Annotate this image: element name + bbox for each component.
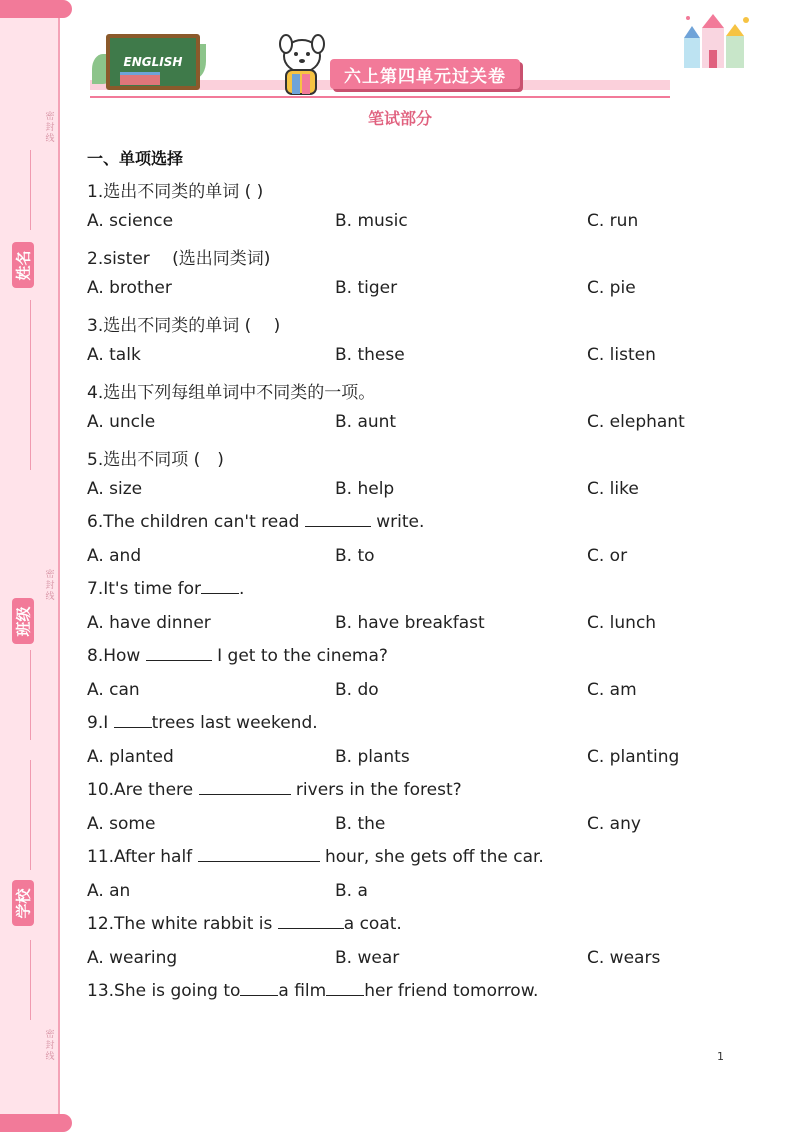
question-text: 11.After half <box>87 847 198 867</box>
section-title: 一、单项选择 <box>87 149 184 168</box>
seal-line <box>30 300 31 470</box>
option-a[interactable]: A. and <box>87 546 142 566</box>
question-text: 12.The white rabbit is <box>87 914 278 934</box>
option-a[interactable]: A. can <box>87 680 140 700</box>
seal-line <box>30 940 31 1020</box>
castle-icon <box>680 14 752 72</box>
question-text: 9.I <box>87 713 114 733</box>
question-5 <box>87 445 224 470</box>
seal-text: 密封线 <box>45 1030 55 1062</box>
question-text: I get to the cinema? <box>211 646 388 666</box>
written-part-subtitle: 笔试部分 <box>367 109 432 128</box>
answer-blank[interactable] <box>326 981 364 996</box>
option-a[interactable]: A. have dinner <box>87 613 211 633</box>
option-b[interactable]: B. a <box>335 881 368 901</box>
option-b[interactable]: B. have breakfast <box>335 613 485 633</box>
option-b[interactable]: B. tiger <box>335 278 398 298</box>
question-text: 6.The children can't read <box>87 512 305 532</box>
question-11 <box>87 847 544 867</box>
question-text: 13.She is going to <box>87 981 241 1001</box>
school-label: 学校 <box>12 880 34 926</box>
option-b[interactable]: B. the <box>335 814 386 834</box>
option-c[interactable]: C. like <box>587 479 639 499</box>
header-ribbon-line <box>90 96 670 98</box>
option-c[interactable]: C. listen <box>587 345 656 365</box>
option-a[interactable]: A. some <box>87 814 156 834</box>
question-text: . <box>239 579 245 599</box>
binding-cap-top <box>0 0 72 18</box>
seal-line <box>30 150 31 230</box>
question-13 <box>87 981 538 1001</box>
option-b[interactable]: B. these <box>335 345 405 365</box>
name-label: 姓名 <box>12 242 34 288</box>
option-b[interactable]: B. wear <box>335 948 400 968</box>
option-a[interactable]: A. science <box>87 211 174 231</box>
option-c[interactable]: C. lunch <box>587 613 657 633</box>
option-b[interactable]: B. plants <box>335 747 410 767</box>
page-header <box>86 14 766 104</box>
question-text: 5.选出不同项 ( ) <box>87 450 224 470</box>
answer-blank[interactable] <box>146 646 212 661</box>
answer-blank[interactable] <box>114 713 152 728</box>
option-c[interactable]: C. pie <box>587 278 636 298</box>
question-text: trees last weekend. <box>151 713 318 733</box>
option-a[interactable]: A. an <box>87 881 131 901</box>
option-a[interactable]: A. planted <box>87 747 174 767</box>
seal-text: 密封线 <box>45 112 55 144</box>
class-label: 班级 <box>12 598 34 644</box>
option-a[interactable]: A. talk <box>87 345 141 365</box>
answer-blank[interactable] <box>278 914 344 929</box>
option-c[interactable]: C. am <box>587 680 637 700</box>
option-c[interactable]: C. elephant <box>587 412 685 432</box>
option-b[interactable]: B. do <box>335 680 379 700</box>
option-c[interactable]: C. run <box>587 211 639 231</box>
answer-blank[interactable] <box>240 981 278 996</box>
question-text: rivers in the forest? <box>290 780 462 800</box>
question-9 <box>87 713 318 733</box>
option-a[interactable]: A. wearing <box>87 948 178 968</box>
option-c[interactable]: C. planting <box>587 747 680 767</box>
binding-cap-bottom <box>0 1114 72 1132</box>
option-c[interactable]: C. any <box>587 814 641 834</box>
answer-blank[interactable] <box>198 847 320 862</box>
question-text: 7.It's time for <box>87 579 202 599</box>
question-text: a coat. <box>343 914 402 934</box>
seal-line <box>30 650 31 740</box>
question-4 <box>87 378 375 403</box>
answer-blank[interactable] <box>305 512 371 527</box>
question-text: 3.选出不同类的单词 ( ) <box>87 316 281 336</box>
question-8 <box>87 646 388 666</box>
question-2 <box>87 244 270 269</box>
option-b[interactable]: B. aunt <box>335 412 397 432</box>
question-text: 8.How <box>87 646 146 666</box>
option-a[interactable]: A. size <box>87 479 143 499</box>
answer-blank[interactable] <box>201 579 239 594</box>
question-3 <box>87 311 280 336</box>
binding-strip <box>0 0 72 1132</box>
answer-blank[interactable] <box>199 780 291 795</box>
question-7 <box>87 579 244 599</box>
question-text: 10.Are there <box>87 780 199 800</box>
question-6 <box>87 512 424 532</box>
option-b[interactable]: B. to <box>335 546 375 566</box>
question-text: 1.选出不同类的单词 ( ) <box>87 182 264 202</box>
question-10 <box>87 780 462 800</box>
question-12 <box>87 914 402 934</box>
question-1 <box>87 177 263 202</box>
books-decoration <box>120 72 160 85</box>
question-text: a film <box>278 981 327 1001</box>
option-c[interactable]: C. or <box>587 546 628 566</box>
seal-line <box>30 760 31 870</box>
exam-title: 六上第四单元过关卷 <box>330 59 520 89</box>
option-b[interactable]: B. help <box>335 479 395 499</box>
english-board-logo: ENGLISH <box>106 34 200 90</box>
option-a[interactable]: A. uncle <box>87 412 156 432</box>
page-number: 1 <box>717 1050 724 1063</box>
question-text: write. <box>370 512 425 532</box>
question-text: 4.选出下列每组单词中不同类的一项。 <box>87 383 376 403</box>
question-text: hour, she gets off the car. <box>319 847 544 867</box>
question-text: 2.sister (选出同类词) <box>87 249 271 269</box>
dog-mascot-icon <box>274 30 330 100</box>
option-c[interactable]: C. wears <box>587 948 661 968</box>
option-b[interactable]: B. music <box>335 211 408 231</box>
seal-text: 密封线 <box>45 570 55 602</box>
question-text: her friend tomorrow. <box>364 981 539 1001</box>
option-a[interactable]: A. brother <box>87 278 172 298</box>
